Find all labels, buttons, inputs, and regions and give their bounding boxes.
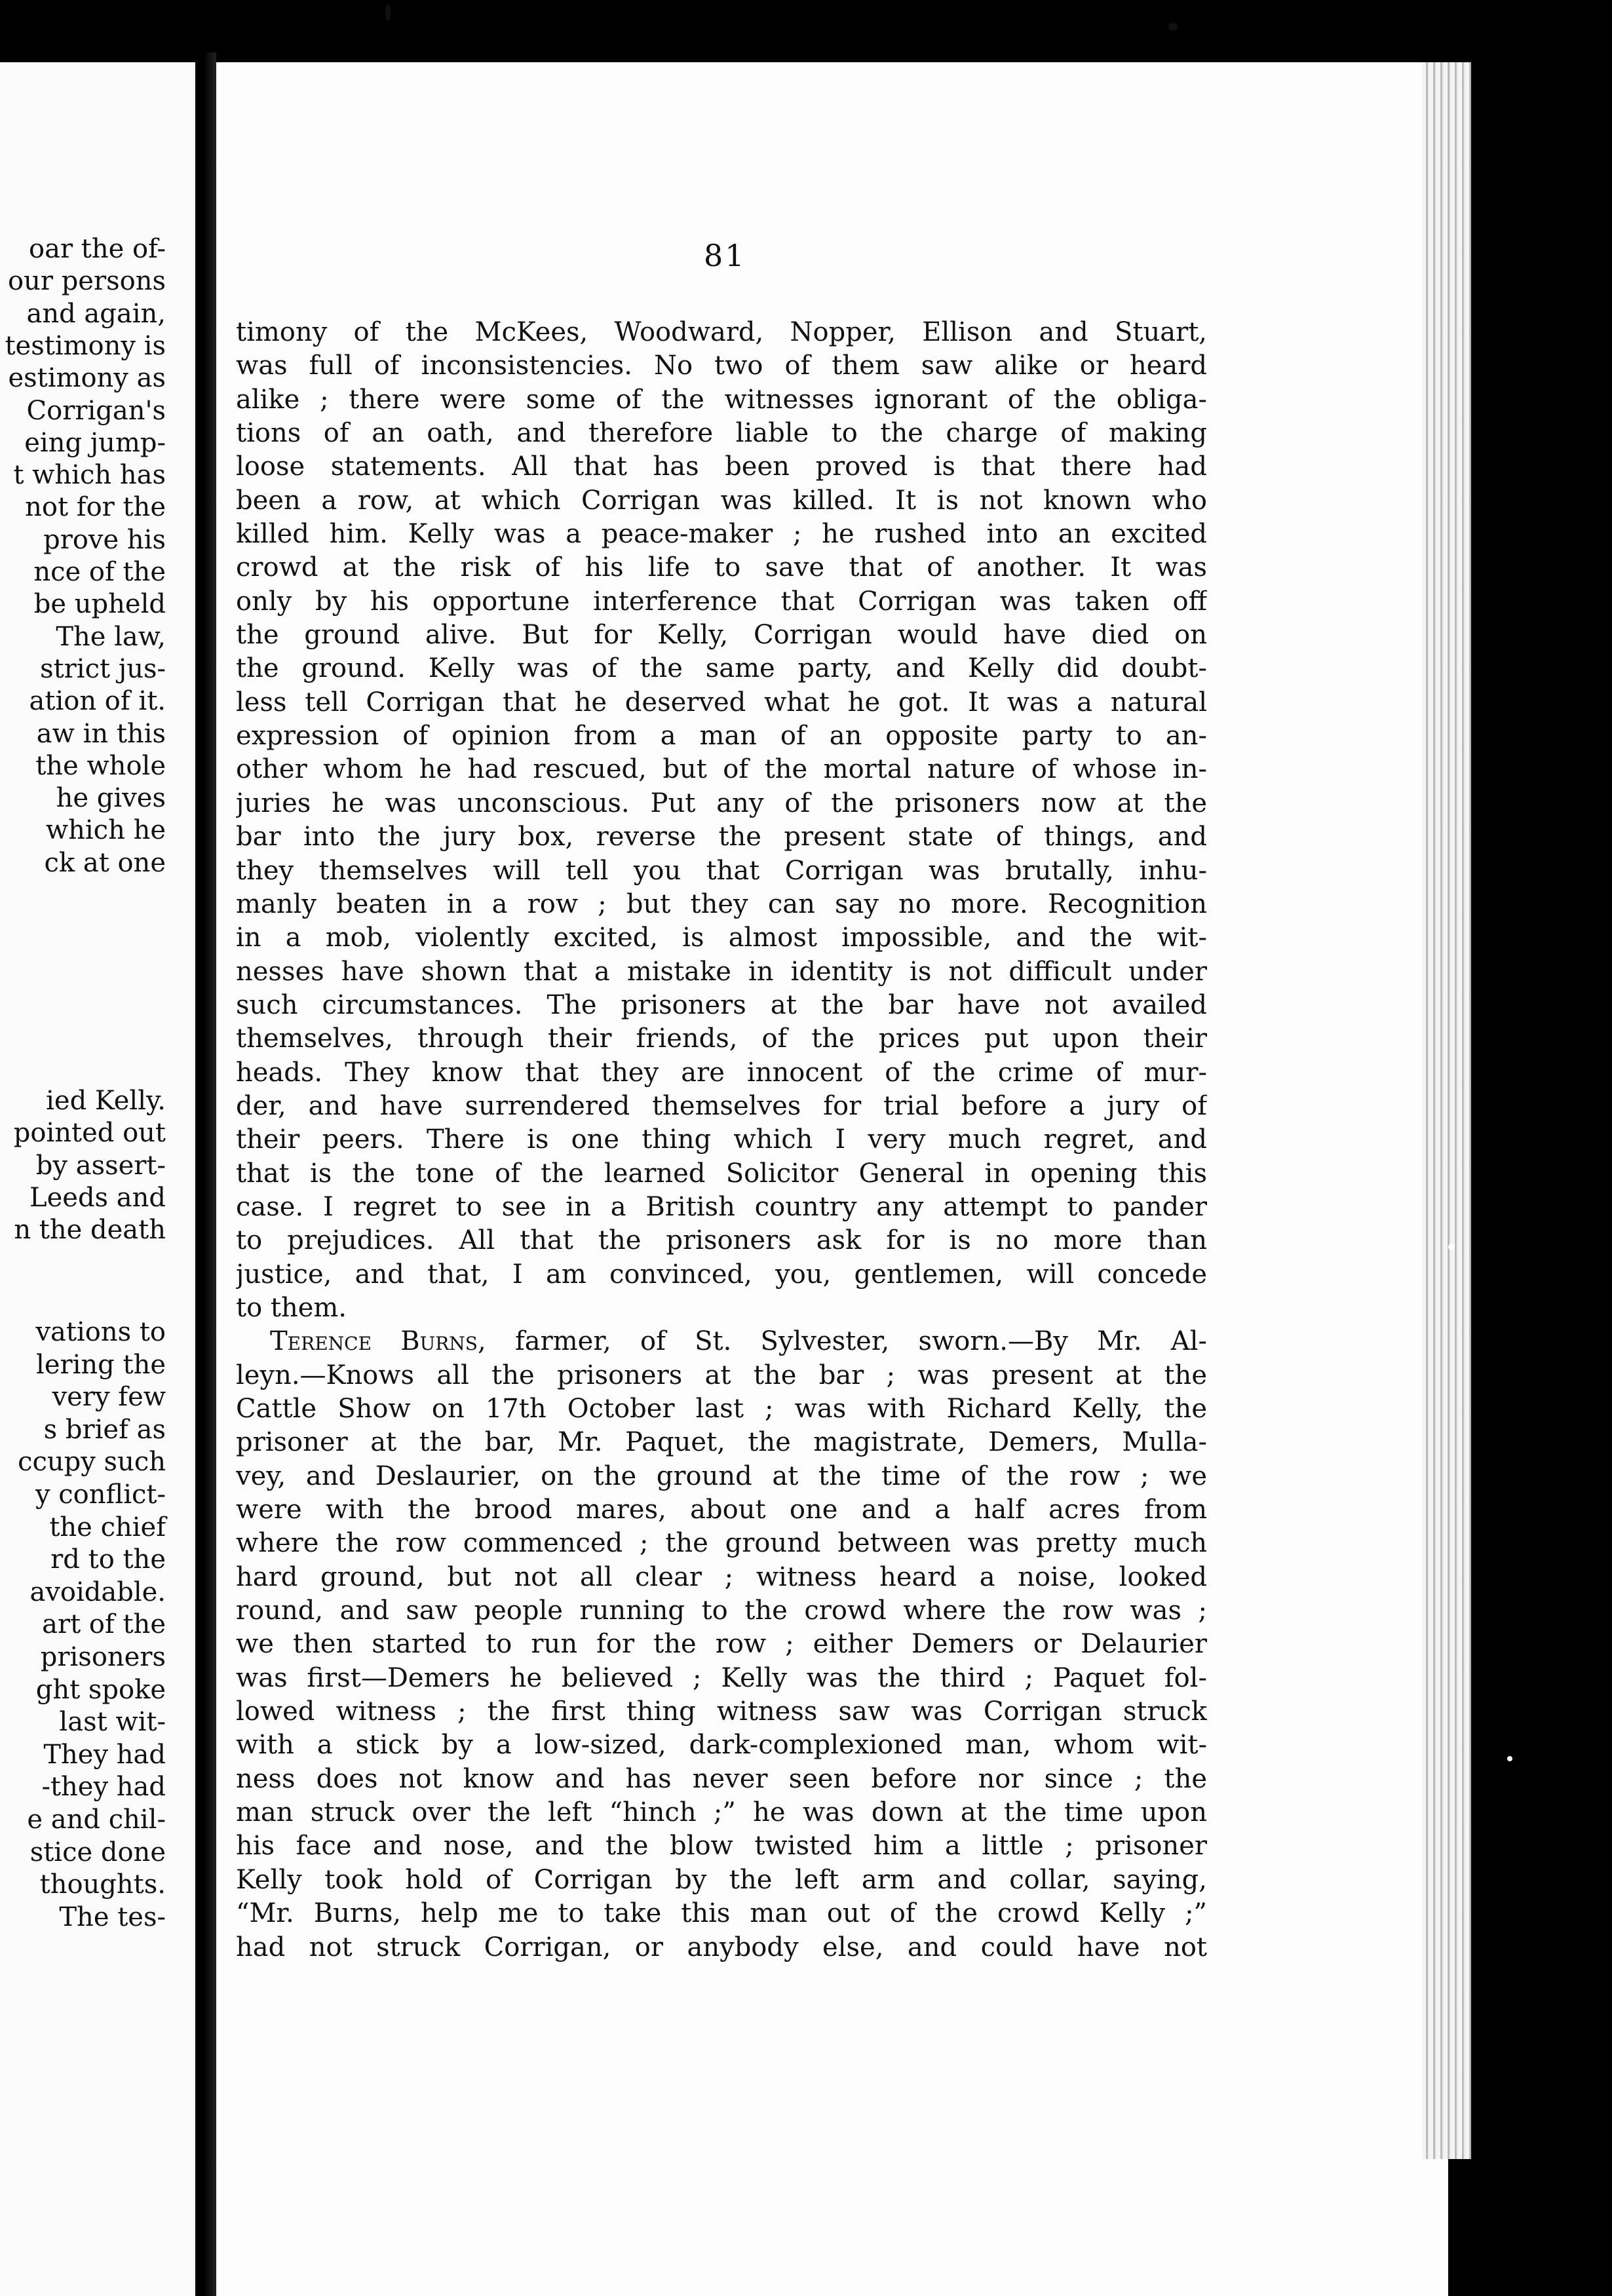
text-line: to prejudices. All that the prisoners ask for is no more than	[236, 1225, 1207, 1256]
text-line: manly beaten in a row ; but they can say no more. Recognition	[236, 889, 1207, 919]
scan-speck	[1448, 1244, 1455, 1250]
left-page-line: the whole	[35, 750, 166, 781]
text-line: heads. They know that they are innocent of the crime of mur-	[236, 1057, 1207, 1088]
left-facing-page	[0, 62, 200, 2296]
text-line: lowed witness ; the first thing witness saw was Corrigan struck	[236, 1696, 1207, 1727]
text-line: vey, and Deslaurier, on the ground at the time of the row ; we	[236, 1461, 1207, 1491]
left-page-line: prove his	[43, 524, 166, 555]
left-page-line: They had	[43, 1739, 166, 1770]
left-page-line: t which has	[13, 460, 166, 491]
left-page-line: e and chil-	[27, 1805, 166, 1835]
text-line: “Mr. Burns, help me to take this man out of the crowd Kelly ;”	[236, 1898, 1207, 1929]
left-page-line: and again,	[26, 298, 166, 329]
text-line: bar into the jury box, reverse the present state of things, and	[236, 822, 1207, 852]
text-line: to them.	[236, 1292, 347, 1323]
left-page-line: pointed out	[13, 1118, 166, 1149]
text-line: such circumstances. The prisoners at the bar have not availed	[236, 989, 1207, 1020]
text-line	[236, 1325, 1207, 1358]
text-line: loose statements. All that has been proved is that there had	[236, 451, 1207, 482]
paragraph-defense-address	[236, 316, 1207, 1325]
text-line: been a row, at which Corrigan was killed. It is not known who	[236, 485, 1207, 516]
text-line: leyn.—Knows all the prisoners at the bar ; was present at the	[236, 1360, 1207, 1390]
left-page-line: -they had	[41, 1772, 166, 1803]
left-page-line: The tes-	[59, 1902, 166, 1932]
left-page-line: ation of it.	[29, 686, 166, 717]
witness-intro: , farmer, of St. Sylvester, sworn.—By Mr. Al-	[478, 1326, 1207, 1357]
left-page-line: by assert-	[35, 1150, 166, 1181]
text-line: timony of the McKees, Woodward, Nopper, Ellison and Stuart,	[236, 317, 1207, 347]
left-page-line: not for the	[25, 492, 166, 523]
left-page-line: ght spoke	[35, 1674, 166, 1705]
text-line: had not struck Corrigan, or anybody else, and could have not	[236, 1932, 1207, 1962]
left-page-line: y conflict-	[35, 1480, 166, 1510]
left-page-line: eing jump-	[24, 427, 166, 458]
left-page-line: n the death	[14, 1215, 166, 1246]
text-line: they themselves will tell you that Corrigan was brutally, inhu-	[236, 855, 1207, 886]
text-line: were with the brood mares, about one and a half acres from	[236, 1495, 1207, 1525]
text-line: their peers. There is one thing which I very much regret, and	[236, 1124, 1207, 1155]
left-page-line: Leeds and	[29, 1182, 166, 1213]
text-line: in a mob, violently excited, is almost impossible, and the wit-	[236, 923, 1207, 953]
left-page-line: he gives	[56, 783, 166, 814]
text-line: other whom he had rescued, but of the mortal nature of whose in-	[236, 754, 1207, 785]
scan-speck	[385, 4, 391, 21]
scan-background	[1471, 62, 1612, 2296]
text-line: hard ground, but not all clear ; witness heard a noise, looked	[236, 1561, 1207, 1592]
left-page-line: aw in this	[36, 718, 166, 749]
left-page-line: ied Kelly.	[46, 1086, 166, 1116]
text-line: alike ; there were some of the witnesses ignorant of the obliga-	[236, 384, 1207, 415]
left-page-line: be upheld	[33, 589, 166, 620]
scan-speck	[1507, 1756, 1512, 1761]
left-page-line: art of the	[42, 1609, 166, 1640]
text-line: crowd at the risk of his life to save that of another. It was	[236, 552, 1207, 583]
witness-name: Terence Burns	[270, 1326, 478, 1357]
left-page-line: The law,	[56, 621, 166, 652]
text-line: der, and have surrendered themselves for trial before a jury of	[236, 1090, 1207, 1121]
left-page-line: strict jus-	[40, 653, 166, 684]
text-line: with a stick by a low-sized, dark-complexioned man, whom wit-	[236, 1730, 1207, 1761]
text-line: Cattle Show on 17th October last ; was with Richard Kelly, the	[236, 1394, 1207, 1424]
left-page-line: avoidable.	[29, 1577, 166, 1607]
body-text	[236, 316, 1207, 1964]
left-page-line: rd to the	[50, 1544, 166, 1575]
left-page-line: estimony as	[8, 363, 166, 394]
text-line: less tell Corrigan that he deserved what he got. It was a natural	[236, 687, 1207, 718]
left-page-line: ck at one	[44, 847, 166, 878]
left-page-line: vations to	[35, 1317, 166, 1347]
text-line: round, and saw people running to the crowd where the row was ;	[236, 1596, 1207, 1626]
left-page-line: very few	[52, 1382, 166, 1413]
text-line: tions of an oath, and therefore liable to the charge of making	[236, 418, 1207, 449]
text-line: Kelly took hold of Corrigan by the left arm and collar, saying,	[236, 1864, 1207, 1895]
scan-speck	[1168, 23, 1178, 31]
text-line: prisoner at the bar, Mr. Paquet, the magistrate, Demers, Mulla-	[236, 1427, 1207, 1458]
text-line: justice, and that, I am convinced, you, gentlemen, will concede	[236, 1259, 1207, 1290]
text-line: we then started to run for the row ; either Demers or Delaurier	[236, 1629, 1207, 1660]
text-line: man struck over the left “hinch ;” he was down at the time upon	[236, 1797, 1207, 1828]
left-page-line: Corrigan's	[26, 395, 166, 426]
left-page-line: stice done	[29, 1837, 166, 1867]
text-line: where the row commenced ; the ground between was pretty much	[236, 1528, 1207, 1559]
text-line: ness does not know and has never seen before nor since ; the	[236, 1763, 1207, 1794]
left-page-line: prisoners	[40, 1642, 166, 1672]
left-page-line: which he	[45, 815, 166, 846]
left-page-line: lering the	[36, 1349, 166, 1380]
text-line: his face and nose, and the blow twisted him a little ; prisoner	[236, 1831, 1207, 1862]
left-page-line: thoughts.	[39, 1869, 166, 1900]
left-page-line: ccupy such	[18, 1447, 166, 1478]
left-page-line: testimony is	[5, 330, 166, 361]
page-number: 81	[704, 238, 746, 273]
left-page-line: oar the of-	[29, 234, 166, 264]
left-page-line: nce of the	[33, 557, 166, 587]
left-page-line: last wit-	[59, 1707, 166, 1738]
text-line: juries he was unconscious. Put any of the prisoners now at the	[236, 788, 1207, 818]
paragraph-witness-testimony	[236, 1325, 1207, 1964]
text-line: nesses have shown that a mistake in identity is not difficult under	[236, 956, 1207, 987]
text-line: the ground alive. But for Kelly, Corrigan would have died on	[236, 620, 1207, 651]
left-page-line: the chief	[49, 1512, 166, 1542]
left-page-line: s brief as	[43, 1414, 166, 1445]
text-line: themselves, through their friends, of the prices put upon their	[236, 1024, 1207, 1054]
text-line: that is the tone of the learned Solicitor General in opening this	[236, 1158, 1207, 1189]
left-page-line: our persons	[8, 266, 166, 297]
text-line: was full of inconsistencies. No two of them saw alike or heard	[236, 351, 1207, 381]
text-line: killed him. Kelly was a peace-maker ; he rushed into an excited	[236, 519, 1207, 550]
text-line: only by his opportune interference that Corrigan was taken off	[236, 586, 1207, 617]
book-gutter	[195, 52, 216, 2296]
page-edges	[1422, 62, 1471, 2159]
text-line: was first—Demers he believed ; Kelly was the third ; Paquet fol-	[236, 1662, 1207, 1693]
text-line: the ground. Kelly was of the same party, and Kelly did doubt-	[236, 653, 1207, 684]
text-line: expression of opinion from a man of an opposite party to an-	[236, 721, 1207, 752]
text-line: case. I regret to see in a British country any attempt to pander	[236, 1191, 1207, 1222]
